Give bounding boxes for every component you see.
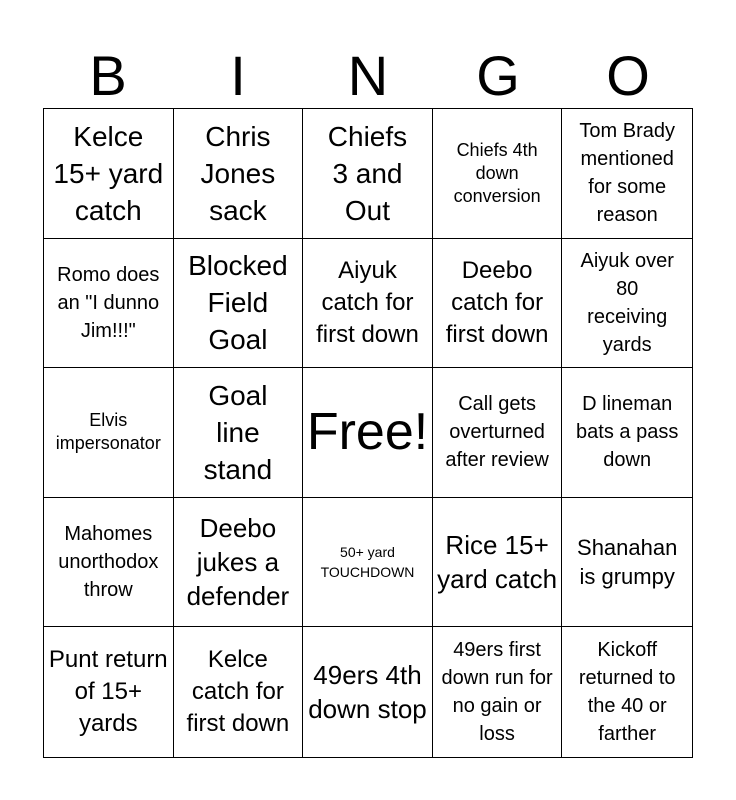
bingo-cell[interactable] [433,109,563,239]
bingo-cell[interactable] [303,109,433,239]
bingo-cell[interactable] [174,109,304,239]
bingo-cell[interactable] [562,109,692,239]
bingo-cell[interactable] [174,627,304,757]
bingo-cell[interactable] [303,239,433,369]
cell-text: Mahomes unorthodox throw [58,523,159,602]
bingo-cell[interactable] [44,239,174,369]
cell-text: Kelce catch for first down [186,646,290,738]
cell-text: Rice 15+ yard catch [437,530,558,595]
free-space-text: Free! [306,403,429,462]
cell-text: Deebo catch for first down [445,256,549,348]
bingo-cell[interactable] [174,239,304,369]
cell-text: Chiefs 3 and Out [327,120,408,226]
cell-text: 49ers 4th down stop [308,660,427,725]
cell-text: Tom Brady mentioned for some reason [579,120,675,227]
cell-text: Aiyuk catch for first down [316,256,419,348]
cell-text: Elvis impersonator [55,410,161,454]
cell-text: Chris Jones sack [200,120,276,226]
cell-text: Kelce 15+ yard catch [53,120,164,226]
header-letter-n: N [347,44,389,107]
cell-text: Aiyuk over 80 receiving yards [580,249,674,356]
bingo-cell[interactable] [303,627,433,757]
bingo-cell[interactable] [44,109,174,239]
cell-text: Punt return of 15+ yards [48,646,168,738]
cell-text: D lineman bats a pass down [576,393,679,472]
cell-text: Romo does an "I dunno Jim!!!" [57,263,160,342]
bingo-board [43,108,693,758]
bingo-cell[interactable] [44,368,174,498]
cell-text: Blocked Field Goal [188,250,288,356]
cell-text: Shanahan is grumpy [577,535,678,590]
header-letter-i: I [230,44,246,107]
cell-text: 50+ yard TOUCHDOWN [320,544,415,581]
cell-text: Goal line stand [203,379,273,485]
bingo-cell[interactable] [303,498,433,628]
bingo-cell[interactable] [44,498,174,628]
cell-text: Deebo jukes a defender [186,513,290,612]
bingo-cell[interactable] [174,368,304,498]
bingo-cell[interactable] [433,627,563,757]
bingo-cell[interactable] [174,498,304,628]
bingo-cell[interactable] [44,627,174,757]
bingo-cell[interactable] [562,239,692,369]
cell-text: Call gets overturned after review [445,393,549,472]
cell-text: Kickoff returned to the 40 or farther [578,639,676,746]
header-letter-o: O [606,44,650,107]
bingo-cell[interactable] [562,498,692,628]
cell-text: Chiefs 4th down conversion [453,139,541,206]
cell-text: 49ers first down run for no gain or loss [441,639,553,746]
bingo-cell[interactable] [433,498,563,628]
bingo-cell[interactable] [562,627,692,757]
free-space[interactable] [303,368,433,498]
bingo-cell[interactable] [433,239,563,369]
bingo-cell[interactable] [433,368,563,498]
header-letter-g: G [476,44,520,107]
header-letter-b: B [89,44,127,107]
bingo-header [43,44,693,108]
bingo-cell[interactable] [562,368,692,498]
